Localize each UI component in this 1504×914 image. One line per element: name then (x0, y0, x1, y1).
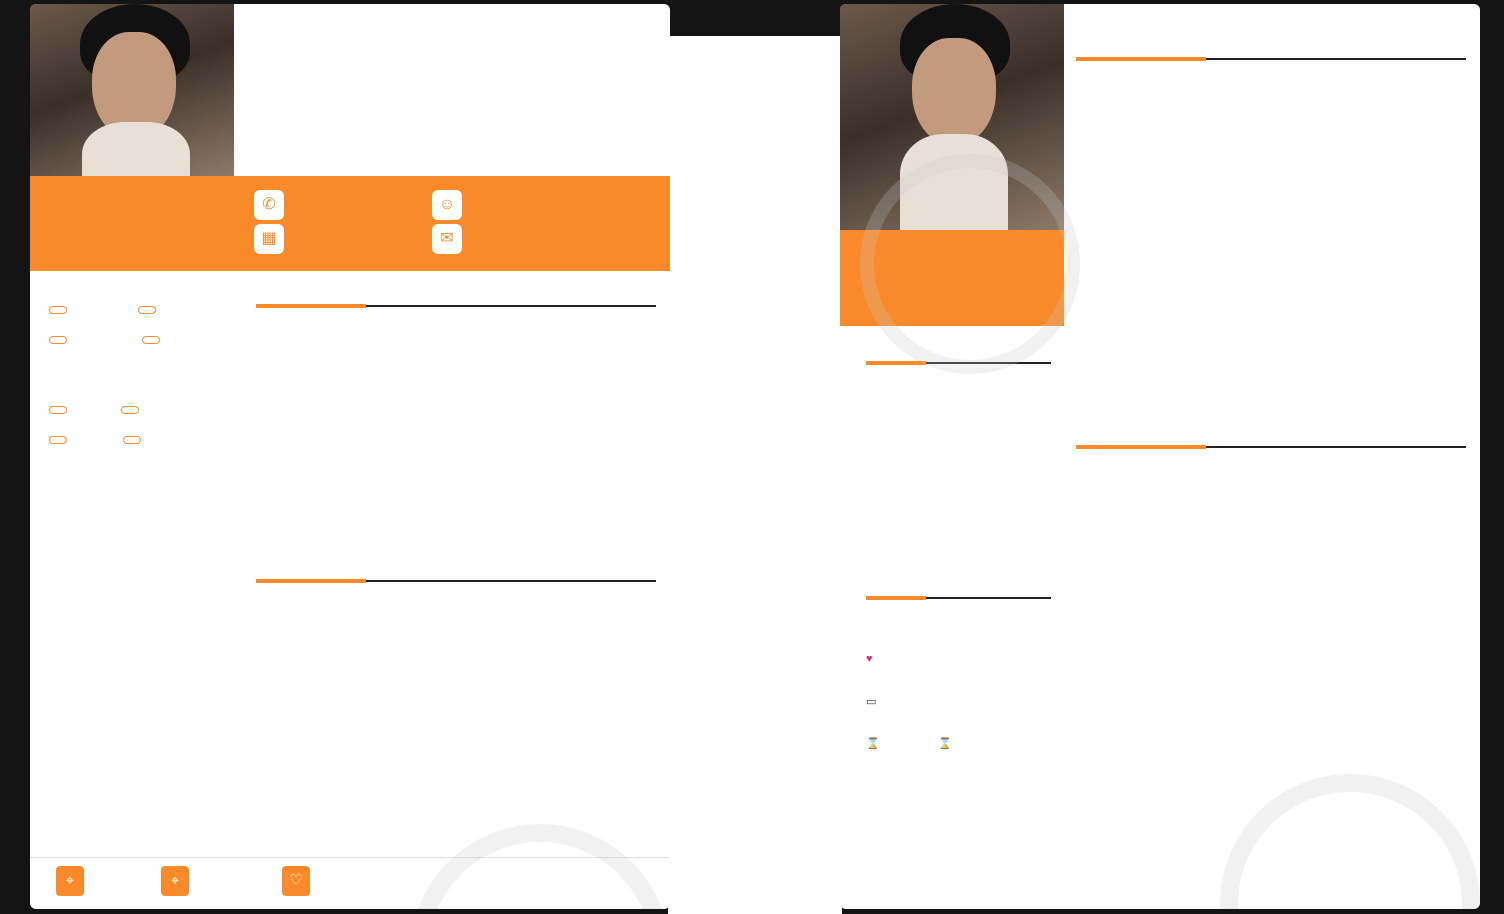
site-content-strip (668, 36, 842, 914)
ot-hours (866, 737, 880, 750)
hobby-pill (49, 436, 67, 444)
avatar (30, 4, 234, 176)
cv-page-1 (30, 4, 670, 909)
ot-days (938, 737, 952, 750)
user-icon: ☺ (432, 190, 462, 220)
birthplace-pin-icon: ⌖ (56, 866, 84, 896)
cv-page-2 (840, 4, 1480, 909)
hourglass-icon: ⌛ (866, 738, 880, 750)
avatar-sweater (82, 122, 190, 176)
avatar (840, 4, 1064, 230)
strength-pill (49, 336, 67, 344)
calendar-icon: ▦ (254, 224, 284, 254)
extra-divider (866, 597, 1051, 599)
footer-divider (30, 857, 670, 858)
strength-pill (142, 336, 160, 344)
mail-icon: ✉ (432, 224, 462, 254)
avatar-face (912, 38, 996, 146)
heart-icon: ♡ (282, 866, 310, 896)
header-band (30, 176, 670, 271)
strength-pill (138, 306, 156, 314)
awards-divider (1076, 446, 1466, 448)
experience-divider (256, 580, 656, 582)
strength-pill (49, 306, 67, 314)
experience-divider (1076, 58, 1466, 60)
watermark-arc (1220, 774, 1480, 909)
hobby-pill (49, 406, 67, 414)
phone-icon: ✆ (254, 190, 284, 220)
heart-icon: ♥ (866, 653, 873, 665)
education-divider (866, 362, 1051, 364)
hobby-pill (123, 436, 141, 444)
start-date-value (866, 695, 876, 708)
hobby-pill (121, 406, 139, 414)
calendar-icon: ▭ (866, 696, 877, 708)
hourglass-icon: ⌛ (938, 738, 952, 750)
avatar-sweater (900, 134, 1008, 230)
watermark-arc (410, 824, 670, 909)
skills-divider (256, 305, 656, 307)
header-band (840, 230, 1064, 326)
salary-value (866, 653, 873, 665)
residence-pin-icon: ⌖ (161, 866, 189, 896)
